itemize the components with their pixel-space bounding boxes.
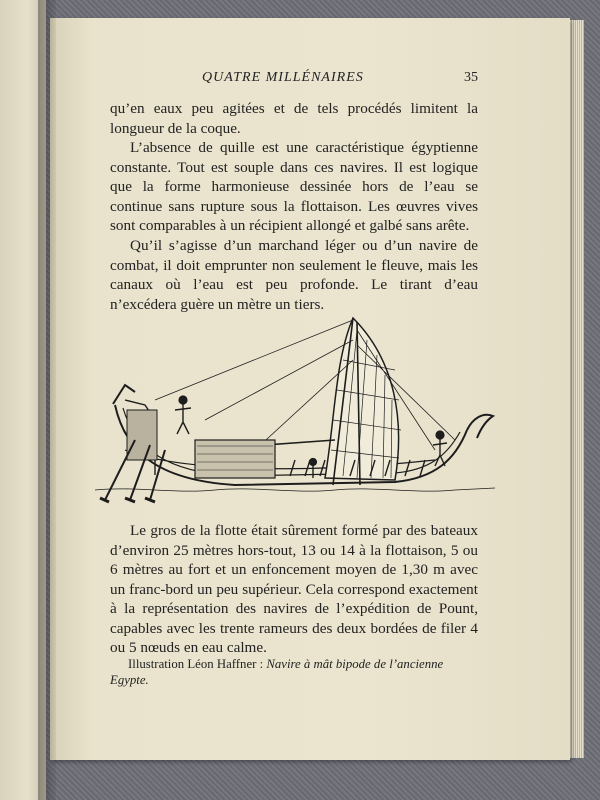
- caption-credit: Illustration Léon Haffner :: [128, 657, 264, 671]
- egyptian-ship-illustration: [95, 300, 495, 505]
- paragraph-continuation: qu’en eaux peu agitées et de tels procédés limitent la longueur de la coque.: [110, 100, 478, 137]
- paragraph-quille: L’absence de quille est une caractéristique égyptienne constante. Tout est souple dans ces navires. Il est logique que la forme harmonieuse dessinée hors de l’eau se continue sans rupture sous la flottaison. Les œuvres vives sont comparables à un récipient allongé et galbé sans arête.: [110, 139, 478, 234]
- caption-title: Navire à mât bipode de l’ancienne Egypte.: [110, 657, 444, 687]
- page-number: 35: [464, 70, 478, 85]
- paragraph-flotte: Le gros de la flotte était sûrement formé par des bateaux d’environ 25 mètres hors-tout, 13 ou 14 à la flottaison, 5 ou 6 mètres au fort et un enfoncement moyen de 1,30 m avec un franc-bord un peu supérieur. Cela correspond exactement à la représentation des navires de l’expédition de Pount, capables avec les trente rameurs des deux bordées de filer 4 ou 5 nœuds en eau calme.: [110, 522, 478, 656]
- page-header: [110, 70, 478, 90]
- illustration-caption: [110, 656, 478, 688]
- book-gutter: [38, 0, 56, 800]
- page-edges: [570, 20, 584, 758]
- paragraph-tirant: Qu’il s’agisse d’un marchand léger ou d’un navire de combat, il doit emprunter non seulement le fleuve, mais les canaux où l’eau est peu profonde. Le tirant d’eau n’excédera guère un mètre un tiers.: [110, 237, 478, 313]
- running-title: QUATRE MILLÉNAIRES: [202, 70, 364, 85]
